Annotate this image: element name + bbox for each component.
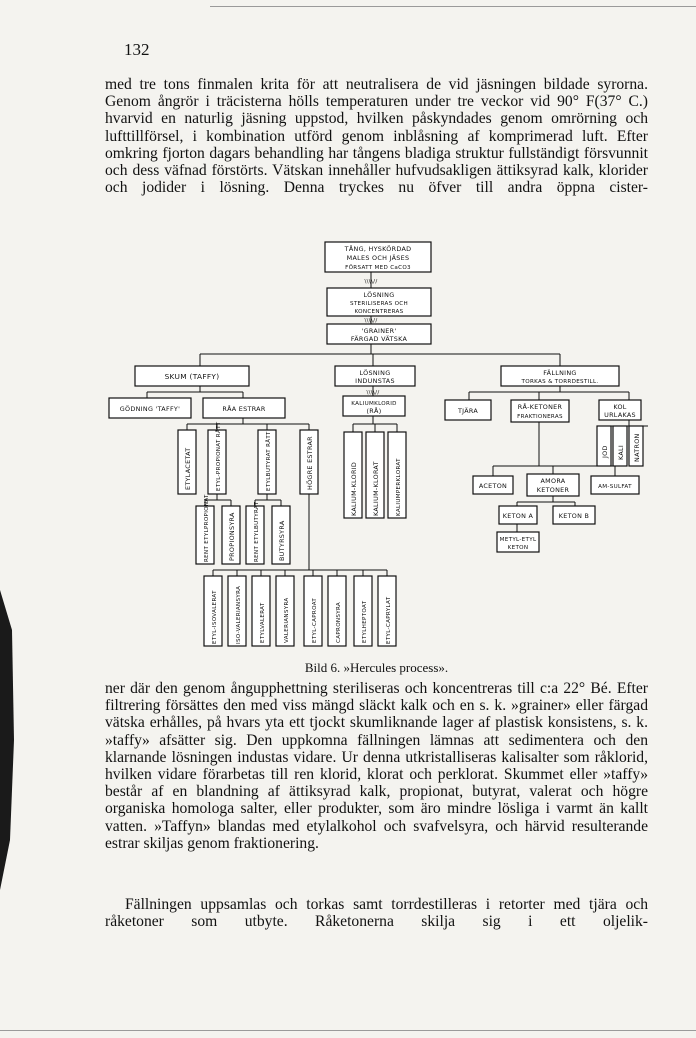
aceton-label: ACETON — [478, 482, 508, 490]
paragraph-1: med tre tons finmalen krita för att neutralisera de vid jäsningen bildade syrorna. Genom ångrör i träcisterna hölls temperaturen under tre veckor vid 90° F(37° C.) hvarvid en naturlig jäsning uppstod, hvilken påskyndades genom omrörning och lufttillförsel, i kombination utförd genom inblåsning af komprimerad luft. Efter omkring fjorton dagars behandling har tångens bladiga struktur fullständigt försvunnit och dess väfnad förstörts. Vätskan innehåller hufvudsakligen ättiksyrad kalk, klorider och jodider i lösning. Denna tryckes nu öfver till andra öppna cister- — [105, 76, 648, 197]
tjara-label: TJÄRA — [457, 407, 479, 415]
skum-label: SKUM (TAFFY) — [164, 372, 220, 381]
am-sulfat-label: AM-SULFAT — [598, 484, 632, 490]
col-butyrsyra-label: BUTYRSYRA — [278, 520, 286, 561]
grainer-line-1: 'GRAINER' — [361, 327, 397, 335]
raketoner-line-2: FRAKTIONERAS — [517, 414, 563, 420]
tang-line-3: FÖRSATT MED CaCO3 — [345, 265, 411, 271]
losning-1-line-2: STERILISERAS OCH — [349, 301, 409, 307]
col-propionsyra-label: PROPIONSYRA — [228, 512, 236, 561]
col-capronsyra-label: CAPRONSYRA — [336, 601, 342, 643]
col-etylvalerat-label: ETYLVALERAT — [260, 602, 266, 643]
losning-1-line-3: KONCENTRERAS — [354, 309, 404, 315]
top-rule — [210, 6, 696, 7]
keton-b-label: KETON B — [558, 512, 590, 520]
col-etyl-caproat-label: ETYL-CAPROAT — [312, 597, 318, 643]
col-etylpropionat-ratt-label: ETYL-PROPIONAT RÅTT — [216, 421, 222, 491]
process-flowchart — [105, 236, 648, 654]
amora-line-1: AMORA — [540, 477, 566, 485]
kaliumklorid-line-2: (RÅ) — [366, 407, 382, 415]
goding-label: GÖDNING 'TAFFY' — [119, 405, 181, 413]
col-kalium-klorid-label: KALIUM-KLORID — [350, 461, 358, 516]
col-kalium-klorat-label: KALIUM-KLORAT — [372, 461, 380, 516]
metyl-etyl-line-1: METYL-ETYL — [499, 537, 537, 543]
tang-line-2: MALES OCH JÄSES — [346, 254, 410, 262]
col-rent-etylpropionat-label: RENT ETYLPROPIONAT — [204, 494, 210, 562]
page-edge-shadow — [0, 590, 16, 890]
fallning-line-1: FÄLLNING — [543, 369, 577, 377]
grainer-line-2: FÄRGAD VÄTSKA — [350, 335, 408, 343]
arrow-2: \\\\// — [364, 318, 378, 324]
col-etylacetat-label: ETYLACETAT — [184, 447, 192, 490]
col-kali-label: KALI — [617, 444, 625, 460]
metyl-etyl-line-2: KETON — [507, 545, 529, 551]
col-etyl-caprylat-label: ETYL-CAPRYLAT — [386, 596, 392, 644]
losning-1-line-1: LÖSNING — [363, 291, 395, 299]
kol-line-1: KOL — [613, 403, 627, 411]
col-etyl-isovalerat-label: ETYL-ISOVALERAT — [212, 590, 218, 644]
process-diagram — [105, 236, 648, 654]
col-etylheptoat-label: ETYLHEPTOAT — [362, 600, 368, 643]
col-etylbutyrat-ratt-label: ETYLBUTYRAT RÅTT — [266, 431, 272, 491]
arrow-3: \\\\// — [366, 390, 380, 396]
col-iso-valeriansyra-label: ISO-VALERIANSYRA — [236, 585, 242, 644]
raa-estrar-label: RÅA ESTRAR — [222, 405, 266, 413]
col-jod-label: JOD — [601, 445, 609, 458]
kaliumklorid-line-1: KALIUMKLORID — [351, 401, 397, 407]
arrow-1: \\\\// — [364, 279, 378, 285]
col-valeriansyra-label: VALERIANSYRA — [284, 597, 290, 643]
col-kaliumperklorat-label: KALIUMPERKLORAT — [396, 458, 402, 516]
col-hogre-estrar-label: HÖGRE ESTRAR — [306, 436, 314, 490]
raketoner-line-1: RÅ-KETONER — [517, 403, 563, 411]
fallning-line-2: TORKAS & TORRDESTILL. — [521, 379, 599, 385]
figure-caption: Bild 6. »Hercules process». — [304, 660, 449, 675]
kol-line-2: URLAKAS — [604, 411, 636, 419]
col-natron-label: NATRON — [633, 433, 641, 462]
page-number: 132 — [124, 40, 150, 59]
col-rent-etylbutyrat-label: RENT ETYLBUTYRAT — [254, 501, 260, 562]
tang-line-1: TÅNG, HYSKÖRDAD — [344, 245, 412, 253]
keton-a-label: KETON A — [502, 512, 534, 520]
losning-2-line-2: INDUNSTAS — [355, 377, 395, 385]
bottom-rule — [0, 1030, 696, 1031]
paragraph-2: ner där den genom ångupphettning steriliseras och koncentreras till c:a 22° Bé. Efter filtrering försättes den med viss mängd släckt kalk och en s. k. »grainer» eller färgad vätska erhålles, på hvars yta ett tjockt skumliknande lager af plastisk konsistens, s. k. »taffy» afsätter sig. Den uppkomna fällningen lämnas att sedimentera och den klarnande lösningen industas vidare. Ur denna utkristalliseras kalisalter som råklorid, hvilken vidare förarbetas till ren klorid, klorat och perklorat. Skummet eller »taffy» består af en blandning af ättiksyrad kalk, propionat, butyrat, valerat och högre organiska homologa salter, eller produkter, som äro mindre lösliga i varmt än kallt vatten. »Taffyn» blandas med etylalkohol och svafvelsyra, och härvid resulterande estrar skiljas genom fraktionering. — [105, 680, 648, 852]
paragraph-3: Fällningen uppsamlas och torkas samt torrdestilleras i retorter med tjära och råketoner som utbyte. Råketonerna skilja sig i ett oljelik- — [105, 896, 648, 931]
losning-2-line-1: LÖSNING — [359, 369, 391, 377]
amora-line-2: KETONER — [536, 486, 570, 494]
